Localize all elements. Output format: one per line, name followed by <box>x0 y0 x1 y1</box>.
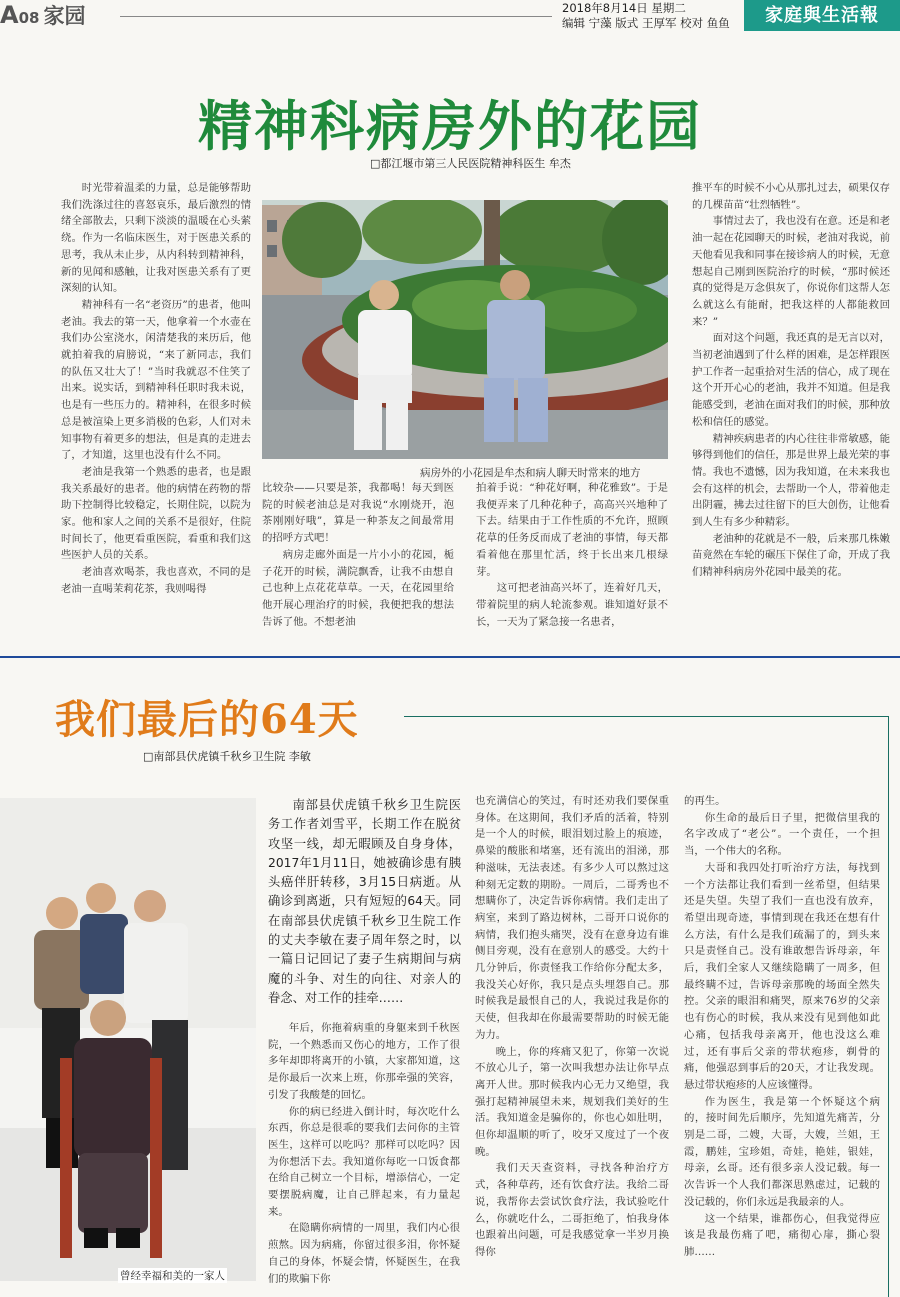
garden-photo <box>262 200 668 459</box>
article2-lead: 南部县伏虎镇千秋乡卫生院医务工作者刘雪平，长期工作在脱贫攻坚一线，却无暇顾及自身身体，2017年1月11日，她被确诊患有胰头癌伴肝转移，3月15日病逝。从确诊到离逝，只有短短的64天。同在南部县伏虎镇千秋乡卫生院工作的丈夫李敏在妻子周年祭之时，以一篇日记回记了妻子生病期间与病魔的斗争、对生的向往、对亲人的眷念、对工作的挂牵…… <box>268 798 461 1005</box>
newspaper-masthead: 家庭與生活報 <box>744 0 900 31</box>
article2-frame-top <box>404 716 889 717</box>
article1-title: 精神科病房外的花园 <box>198 94 702 158</box>
article2-title: 我们最后的64天 <box>55 696 359 743</box>
article1-column-1: 时光带着温柔的力量，总是能够帮助我们洗涤过往的喜怒哀乐，最后激烈的情绪全部散去，只剩下淡淡的温暖在心头萦绕。作为一名临床医生，对于医患关系的思考，我从未止步，从内科转到精神科，新的见闻和感触，让我对医患关系有了更深刻的认知。 精神科有一名“老资历”的患者，他叫老油。我去的第一天，他拿着一个水壶在我们办公室浇水，闲清楚我的来历后，他就拍着我的肩膀说，“来了新同志，我们的队伍又壮大了！”当时我就忍不住笑了出来。说实话，到精神科任职时我未说，也是有一些压力的。精神科，在很多时候总是被渲染上更多消极的色彩，人们对未知事物有着更多的想法，但是真的走进去了，才知道，这里也没有什么不同。 老油是我第一个熟悉的患者，也是跟我关系最好的患者。他的病情在药物的帮助下控制得比较稳定，长期住院，以院为家。他和家人之间的关系不是很好，住院时间长了，他更看重医院，看重和我们这些医护人员的关系。 老油喜欢喝茶，我也喜欢，不同的是老油一直喝茉莉花茶，我则喝得 <box>61 182 251 595</box>
article2-frame-right <box>888 716 889 1297</box>
family-photo <box>0 798 256 1281</box>
editor-credits: 编辑 宁藻 版式 王厚军 校对 鱼鱼 <box>562 15 730 30</box>
article1-byline: □都江堰市第三人民医院精神科医生 牟杰 <box>370 157 571 170</box>
section-divider <box>0 656 900 658</box>
issue-meta <box>562 1 744 30</box>
article1-column-4: 推平车的时候不小心从那扎过去，硕果仅存的几棵苗苗“壮烈牺牲”。 事情过去了，我也没有在意。还是和老油一起在花园聊天的时候，老油对我说，前天他看见我和同事在接诊病人的时候，无意想起自己刚到医院治疗的时候，“那时候还真的觉得是万念俱灰了，你说你们这帮人怎么就这么有能耐，把我这样的人都能救回来？” 面对这个问题，我还真的是无言以对，当初老油遇到了什么样的困难，是怎样跟医护工作者一起重拾对生活的信心，成了现在这个开开心心的老油，我并不知道。但是我能感受到，老油在面对我们的时候，那种放松和信任的感觉。 精神疾病患者的内心往往非常敏感，能够得到他们的信任，那是世界上最光荣的事情。我也不遗憾，因为我知道，在未来我也会有这样的机会，去帮助一个人，带着他走出阴霾，拂去过往留下的巨大创伤，让他看到人生有多少种精彩。 老油种的花就是不一般，后来那几株嫩苗竟然在车轮的碾压下保住了命，开成了我们精神科病房外花园中最美的花。 <box>692 182 890 579</box>
section-label: A08 家园 <box>0 1 86 29</box>
article1-column-3: 拍着手说：“种花好啊，种花雅致”。于是我便弄来了几种花种子，高高兴兴地种了下去。结果由于工作性质的不允许，照顾花草的任务反而成了老油的事情，每天都看着他在那里忙活，终于长出来几根绿芽。 这可把老油高兴坏了，连着好几天，带着院里的病人轮流参观。谁知道好景不长，一天为了紧急接一名患者， <box>476 482 668 628</box>
family-photo-caption: 曾经幸福和美的一家人 <box>120 1270 225 1282</box>
article2-column-1: 年后，你拖着病重的身躯来到千秋医院，一个熟悉而又伤心的地方，工作了很多年却即将离开的小镇，大家都知道，这是你最后一次来上班，你那牵强的笑容，引发了我酸楚的回忆。 你的病已经进入倒计时，每次吃什么东西，你总是很乖的要我们去问你的主管医生，这样可以吃吗？那样可以吃吗？因为你想活下去。我知道你每吃一口饭食都在给自己树立一个目标，增添信心，一定要摆脱病魔，让自己胖起来，有力量起来。 在隐瞒你病情的一周里，我们内心很煎熬。因为病痛，你留过很多泪，你怀疑自己的身体，怀疑会情，怀疑医生，在我们的欺骗下你 <box>268 1022 460 1285</box>
garden-photo-caption: 病房外的小花园是牟杰和病人聊天时常来的地方 <box>420 467 641 479</box>
article2-byline: □南部县伏虎镇千秋乡卫生院 李敏 <box>143 750 311 763</box>
article2-column-2: 也充满信心的笑过，有时还劝我们要保重身体。在这期间，我们矛盾的活着，特别是一个人的时候，眼泪划过脸上的痕迹，鼻梁的酸胀和堵塞，还有流出的泪涕，那种滋味，无法表述。有多少人可以熬过这种刻无定数的期盼。一周后，二哥秀也不想瞒你了，决定告诉你病情。我们走出了病室，来到了路边树林，二哥开口说你的病情，我们抱头痛哭，没有在意身边有谁侧目旁观，没有在意别人的感受。大约十几分钟后，你责怪我工作给你分配太多，我没关心好你，我只是点头埋怨自己。那时候我是最恨自己的人，我说过我是你的天使，但我却在你最需要帮助的时候无能为力。 晚上，你的疼痛又犯了，你第一次说不放心儿子，第一次叫我想办法让你早点离开人世。那时候我内心无力又绝望，我强打起精神展望未来，规划我们美好的生活。我知道金是骗你的，你也心如肚明，但你却温顺的听了，咬牙又度过了一个夜晚。 我们天天查资料，寻找各种治疗方式，各种草药，还有饮食疗法。我给二哥说，我帮你去尝试饮食疗法，我试验吃什么，你就吃什么，二哥拒绝了，怕我身体也跟着出问题，可是我感觉拿一半岁月换得你 <box>475 795 669 1258</box>
article1-column-2: 比较杂——只要是茶，我都喝！每天到医院的时候老油总是对我说“水刚烧开，泡茶刚刚好哦”，算是一种茶友之间最常用的招呼方式吧！ 病房走廊外面是一片小小的花园，栀子花开的时候，满院飘香，让我不由想自己也种上点花花草草。一天，在花园里给他开展心理治疗的时候，我便把我的想法告诉了他。不想老油 <box>262 482 454 628</box>
article2-column-3: 的再生。 你生命的最后日子里，把微信里我的名字改成了“老公”。一个责任，一个担当，一个伟大的名称。 大哥和我四处打听治疗方法，每找到一个方法都让我们看到一丝希望，但结果还是失望。失望了我们一直也没有放弃，希望出现奇迹，事情到现在我还在想有什么方法，有什么是我们疏漏了的，到头来只是责怪自己。没有谁敢想告诉母亲，年后，我们全家人又继续隐瞒了一周多，但最终瞒不过，告诉母亲那晚的场面全然失控。父亲的眼泪和痛哭，原来76岁的父亲也有伤心的时候，我从来没有见到他如此心痛，包括我母亲离开，他也没这么难过，还有事后父亲的带状疱疹，剃骨的痛，他强忍到事后的20天，才让我发现。悬过带状疱疹的人应该懂得。 作为医生，我是第一个怀疑这个病的，接时间先后顺序，先知道先痛苦，分别是二哥，二嫂，大哥，大嫂，兰姐，王霞，鹏娃，宝珍姐，奇娃，艳娃，银娃，母亲，幺哥。还有很多亲人没记载。每一次告诉一个人我们都深思熟虑过，记载的没记载的，你们永远是我最亲的人。 这一个结果，谁都伤心，但我觉得应该是我最伤痛了吧，痛彻心扉，撕心裂肺…… <box>684 795 880 1258</box>
issue-date: 2018年8月14日 星期二 <box>562 1 686 15</box>
header-rule <box>120 16 552 17</box>
